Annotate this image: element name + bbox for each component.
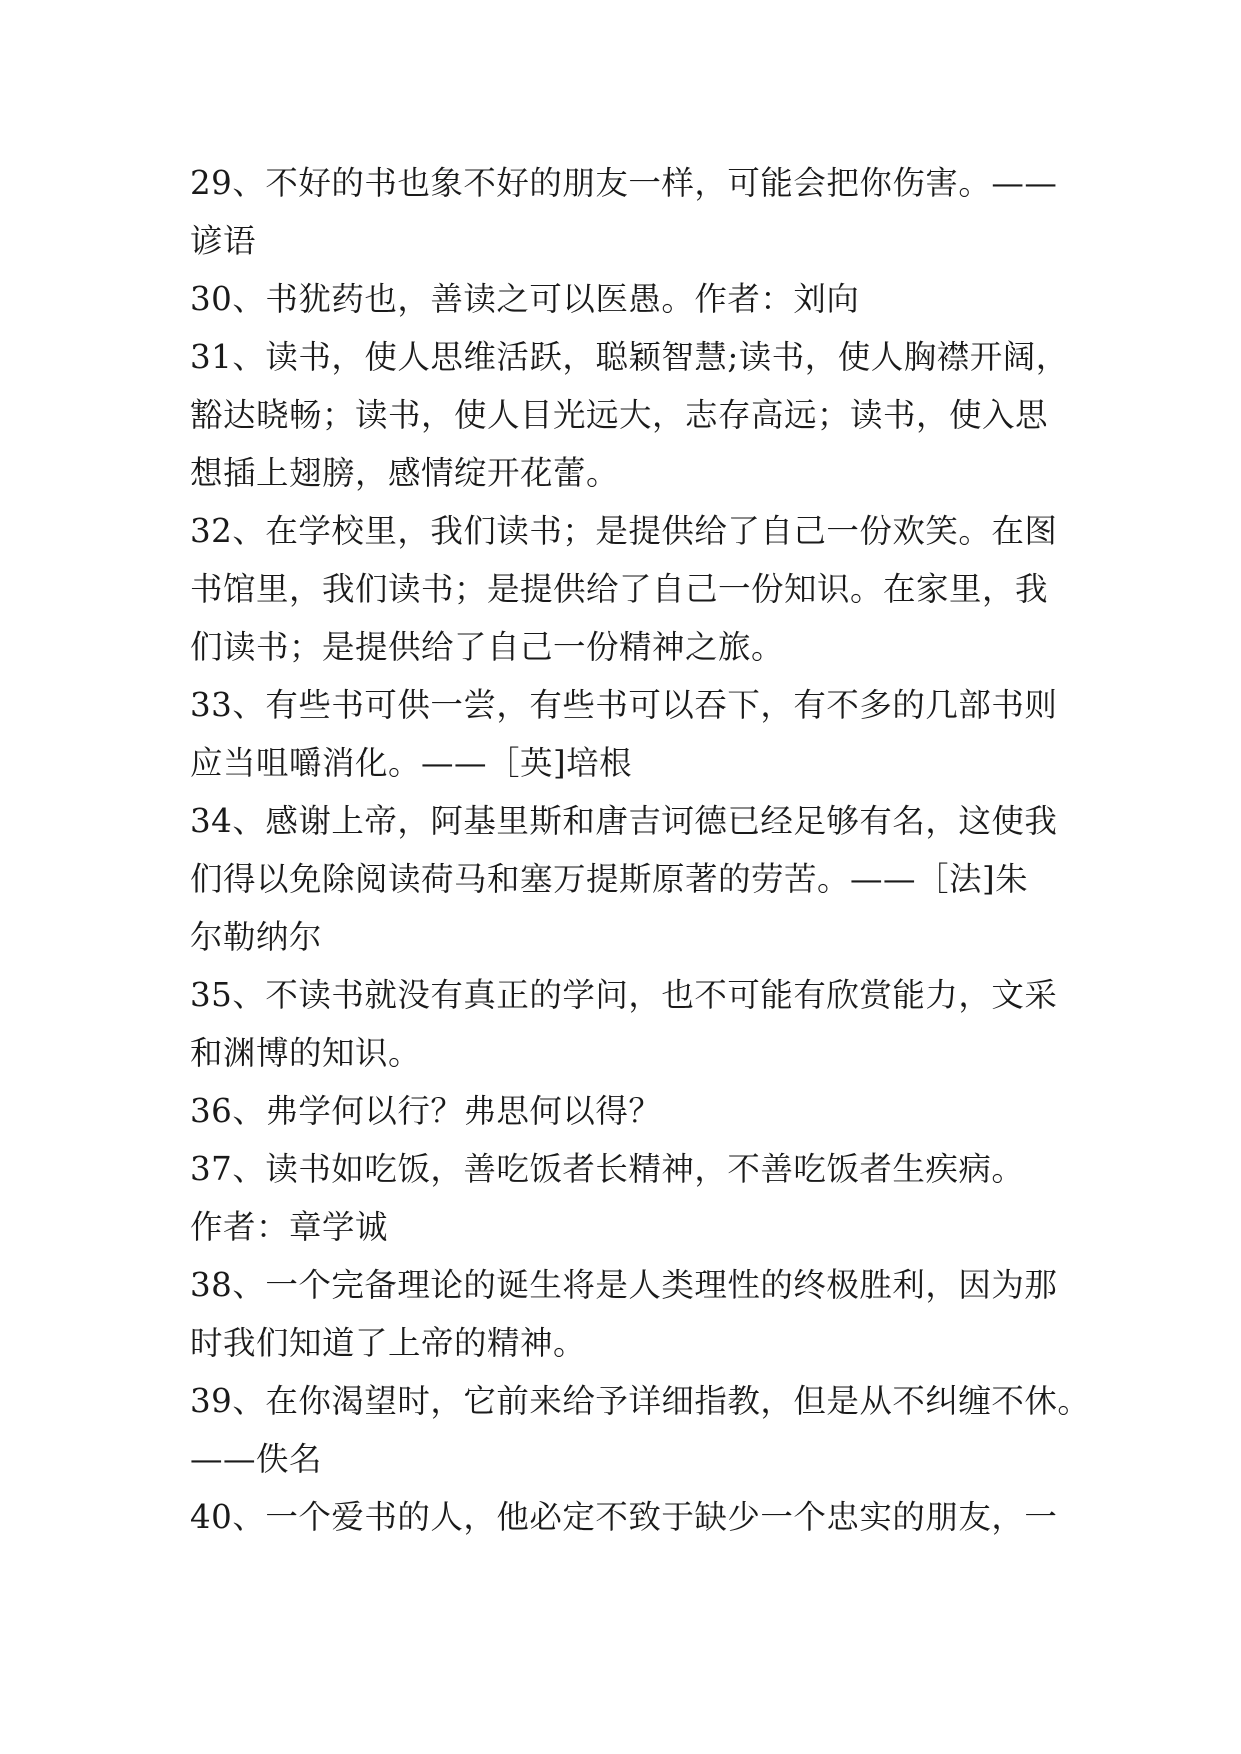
document-body	[190, 154, 1091, 1546]
text-line: 31、读书，使人思维活跃，聪颖智慧;读书，使人胸襟开阔，	[190, 338, 1069, 376]
text-line: 谚语	[190, 222, 257, 260]
text-line: 34、感谢上帝，阿基里斯和唐吉诃德已经足够有名，这使我	[190, 802, 1058, 840]
text-line: 38、一个完备理论的诞生将是人类理性的终极胜利，因为那	[190, 1266, 1058, 1304]
text-line: 时我们知道了上帝的精神。	[190, 1324, 587, 1362]
text-line: 33、有些书可供一尝，有些书可以吞下，有不多的几部书则	[190, 686, 1058, 724]
text-line: 作者：章学诚	[190, 1208, 389, 1246]
text-line: 32、在学校里，我们读书；是提供给了自己一份欢笑。在图	[190, 512, 1058, 550]
text-line: 尔勒纳尔	[190, 918, 323, 956]
text-line: 36、弗学何以行？弗思何以得？	[190, 1092, 662, 1130]
text-line: 37、读书如吃饭，善吃饭者长精神，不善吃饭者生疾病。	[190, 1150, 1025, 1188]
text-line: 29、不好的书也象不好的朋友一样，可能会把你伤害。——	[190, 164, 1058, 202]
text-line: 40、一个爱书的人，他必定不致于缺少一个忠实的朋友，一	[190, 1498, 1058, 1536]
text-line: 书馆里，我们读书；是提供给了自己一份知识。在家里，我	[190, 570, 1049, 608]
text-line: ——佚名	[190, 1440, 323, 1478]
text-line: 想插上翅膀，感情绽开花蕾。	[190, 454, 620, 492]
text-line: 30、书犹药也，善读之可以医愚。作者：刘向	[190, 280, 860, 318]
text-line: 应当咀嚼消化。——［英]培根	[190, 744, 633, 782]
text-line: 们读书；是提供给了自己一份精神之旅。	[190, 628, 785, 666]
text-line: 们得以免除阅读荷马和塞万提斯原著的劳苦。——［法]朱	[190, 860, 1029, 898]
text-line: 35、不读书就没有真正的学问，也不可能有欣赏能力，文采	[190, 976, 1058, 1014]
text-line: 豁达晓畅；读书，使人目光远大，志存高远；读书，使入思	[190, 396, 1049, 434]
text-line: 39、在你渴望时，它前来给予详细指教，但是从不纠缠不休。	[190, 1382, 1091, 1420]
text-line: 和渊博的知识。	[190, 1034, 422, 1072]
